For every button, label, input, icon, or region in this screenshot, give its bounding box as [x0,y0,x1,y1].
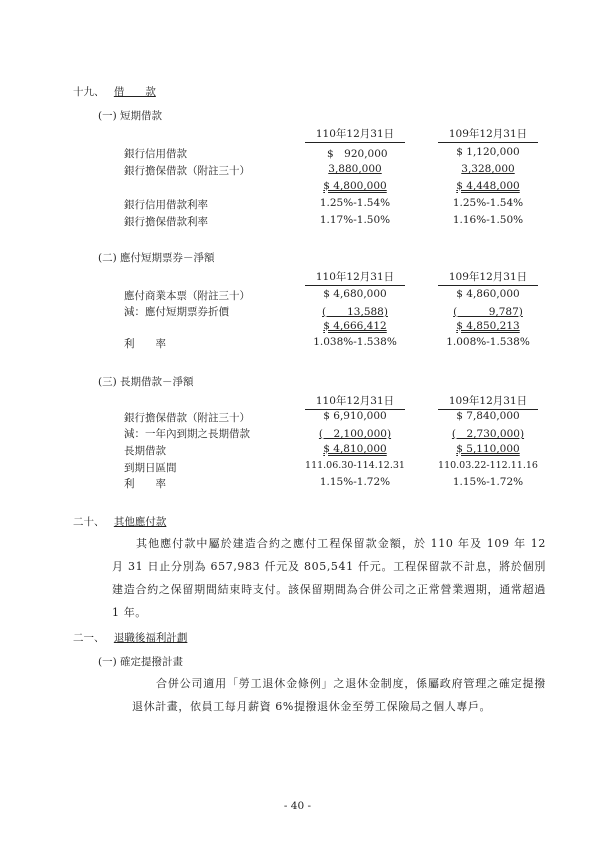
long-row-v1: ( 2,100,000) [318,428,392,440]
cp-row-label: 減：應付短期票券折價 [124,306,229,318]
short-row-label: 銀行信用借款利率 [124,199,208,211]
section-21-heading: 退職後福利計劃 [113,632,188,644]
long-row-v1: $ 4,810,000 [323,443,387,455]
section-21-title [73,630,187,645]
long-row-v2: 110.03.22-112.11.16 [438,460,538,471]
short-col2-header: 109年12月31日 [438,126,538,143]
short-row-label: 銀行擔保借款利率 [124,216,208,228]
long-row-label: 長期借款 [124,445,166,457]
section-21-number: 二一、 [73,632,105,644]
long-col1-header: 110年12月31日 [305,393,405,410]
cp-total-v2: $ 4,850,213 [456,320,520,332]
section-19-heading: 借 款 [113,86,156,98]
cp-total-v1: $ 4,666,412 [323,320,387,332]
long-row-v2: ( 2,730,000) [451,428,525,440]
section-20-number: 二十、 [73,516,105,528]
cp-row-label: 應付商業本票（附註三十） [124,290,250,302]
long-row-v1: $ 6,910,000 [323,410,387,422]
long-row-v2: 1.15%-1.72% [452,476,524,488]
section-20-paragraph: 其他應付款中屬於建造合約之應付工程保留款金額，於 110 年及 109 年 12 月 31 日止分別為 657,983 仟元及 805,541 仟元。工程保留款不計息，將於個別建造合約之保留期間結束時支付。該保留期間為合併公司之正常營業週期，通常超過 1 年。 [112,537,546,619]
short-total-v2: $ 4,448,000 [456,180,520,192]
cp-row-v2: $ 4,860,000 [456,288,520,300]
section-21-sub-heading: (一) 確定提撥計畫 [98,656,184,668]
long-term-heading: (三) 長期借款－淨額 [98,376,194,388]
long-row-v2: $ 7,840,000 [456,410,520,422]
cp-row-label: 利 率 [124,338,166,350]
short-row-v1: 1.17%-1.50% [319,214,391,226]
section-21-paragraph: 合併公司適用「勞工退休金條例」之退休金制度，係屬政府管理之確定提撥退休計畫，依員工每月薪資 6%提撥退休金至勞工保險局之個人專戶。 [132,677,546,713]
section-19-number: 十九、 [73,86,105,98]
cp-row-v1: 1.038%-1.538% [313,336,397,348]
cp-col2-header: 109年12月31日 [438,269,538,286]
short-row-v2: 1.25%-1.54% [452,197,524,209]
section-19-title [73,84,156,99]
short-row-v1: 1.25%-1.54% [319,197,391,209]
long-row-v1: 1.15%-1.72% [319,476,391,488]
short-row-v2: 3,328,000 [461,163,515,175]
long-row-v2: $ 5,110,000 [456,443,520,455]
cp-row-v1: $ 4,680,000 [323,288,387,300]
cp-row-v2: 1.008%-1.538% [446,336,530,348]
long-col2-header: 109年12月31日 [438,393,538,410]
cp-row-v1: ( 13,588) [322,306,388,318]
short-total-v1: $ 4,800,000 [323,180,387,192]
long-row-label: 減：一年內到期之長期借款 [124,428,250,440]
long-row-v1: 111.06.30-114.12.31 [305,460,405,471]
short-row-v1: $ 920,000 [327,148,388,160]
long-row-label: 到期日區間 [124,462,177,474]
section-20-heading: 其他應付款 [113,516,167,528]
cp-heading: (二) 應付短期票券－淨額 [98,252,215,264]
page-number: - 40 - [283,800,312,812]
short-row-label: 銀行擔保借款（附註三十） [124,165,250,177]
short-row-v1: 3,880,000 [328,163,382,175]
long-row-label: 利 率 [124,478,166,490]
short-term-heading: (一) 短期借款 [98,110,163,122]
section-20-title [73,514,166,529]
short-row-label: 銀行信用借款 [124,148,187,160]
short-col1-header: 110年12月31日 [305,126,405,143]
cp-col1-header: 110年12月31日 [305,269,405,286]
cp-row-v2: ( 9,787) [453,306,523,318]
short-row-v2: 1.16%-1.50% [452,214,524,226]
short-row-v2: $ 1,120,000 [456,146,520,158]
long-row-label: 銀行擔保借款（附註三十） [124,412,250,424]
